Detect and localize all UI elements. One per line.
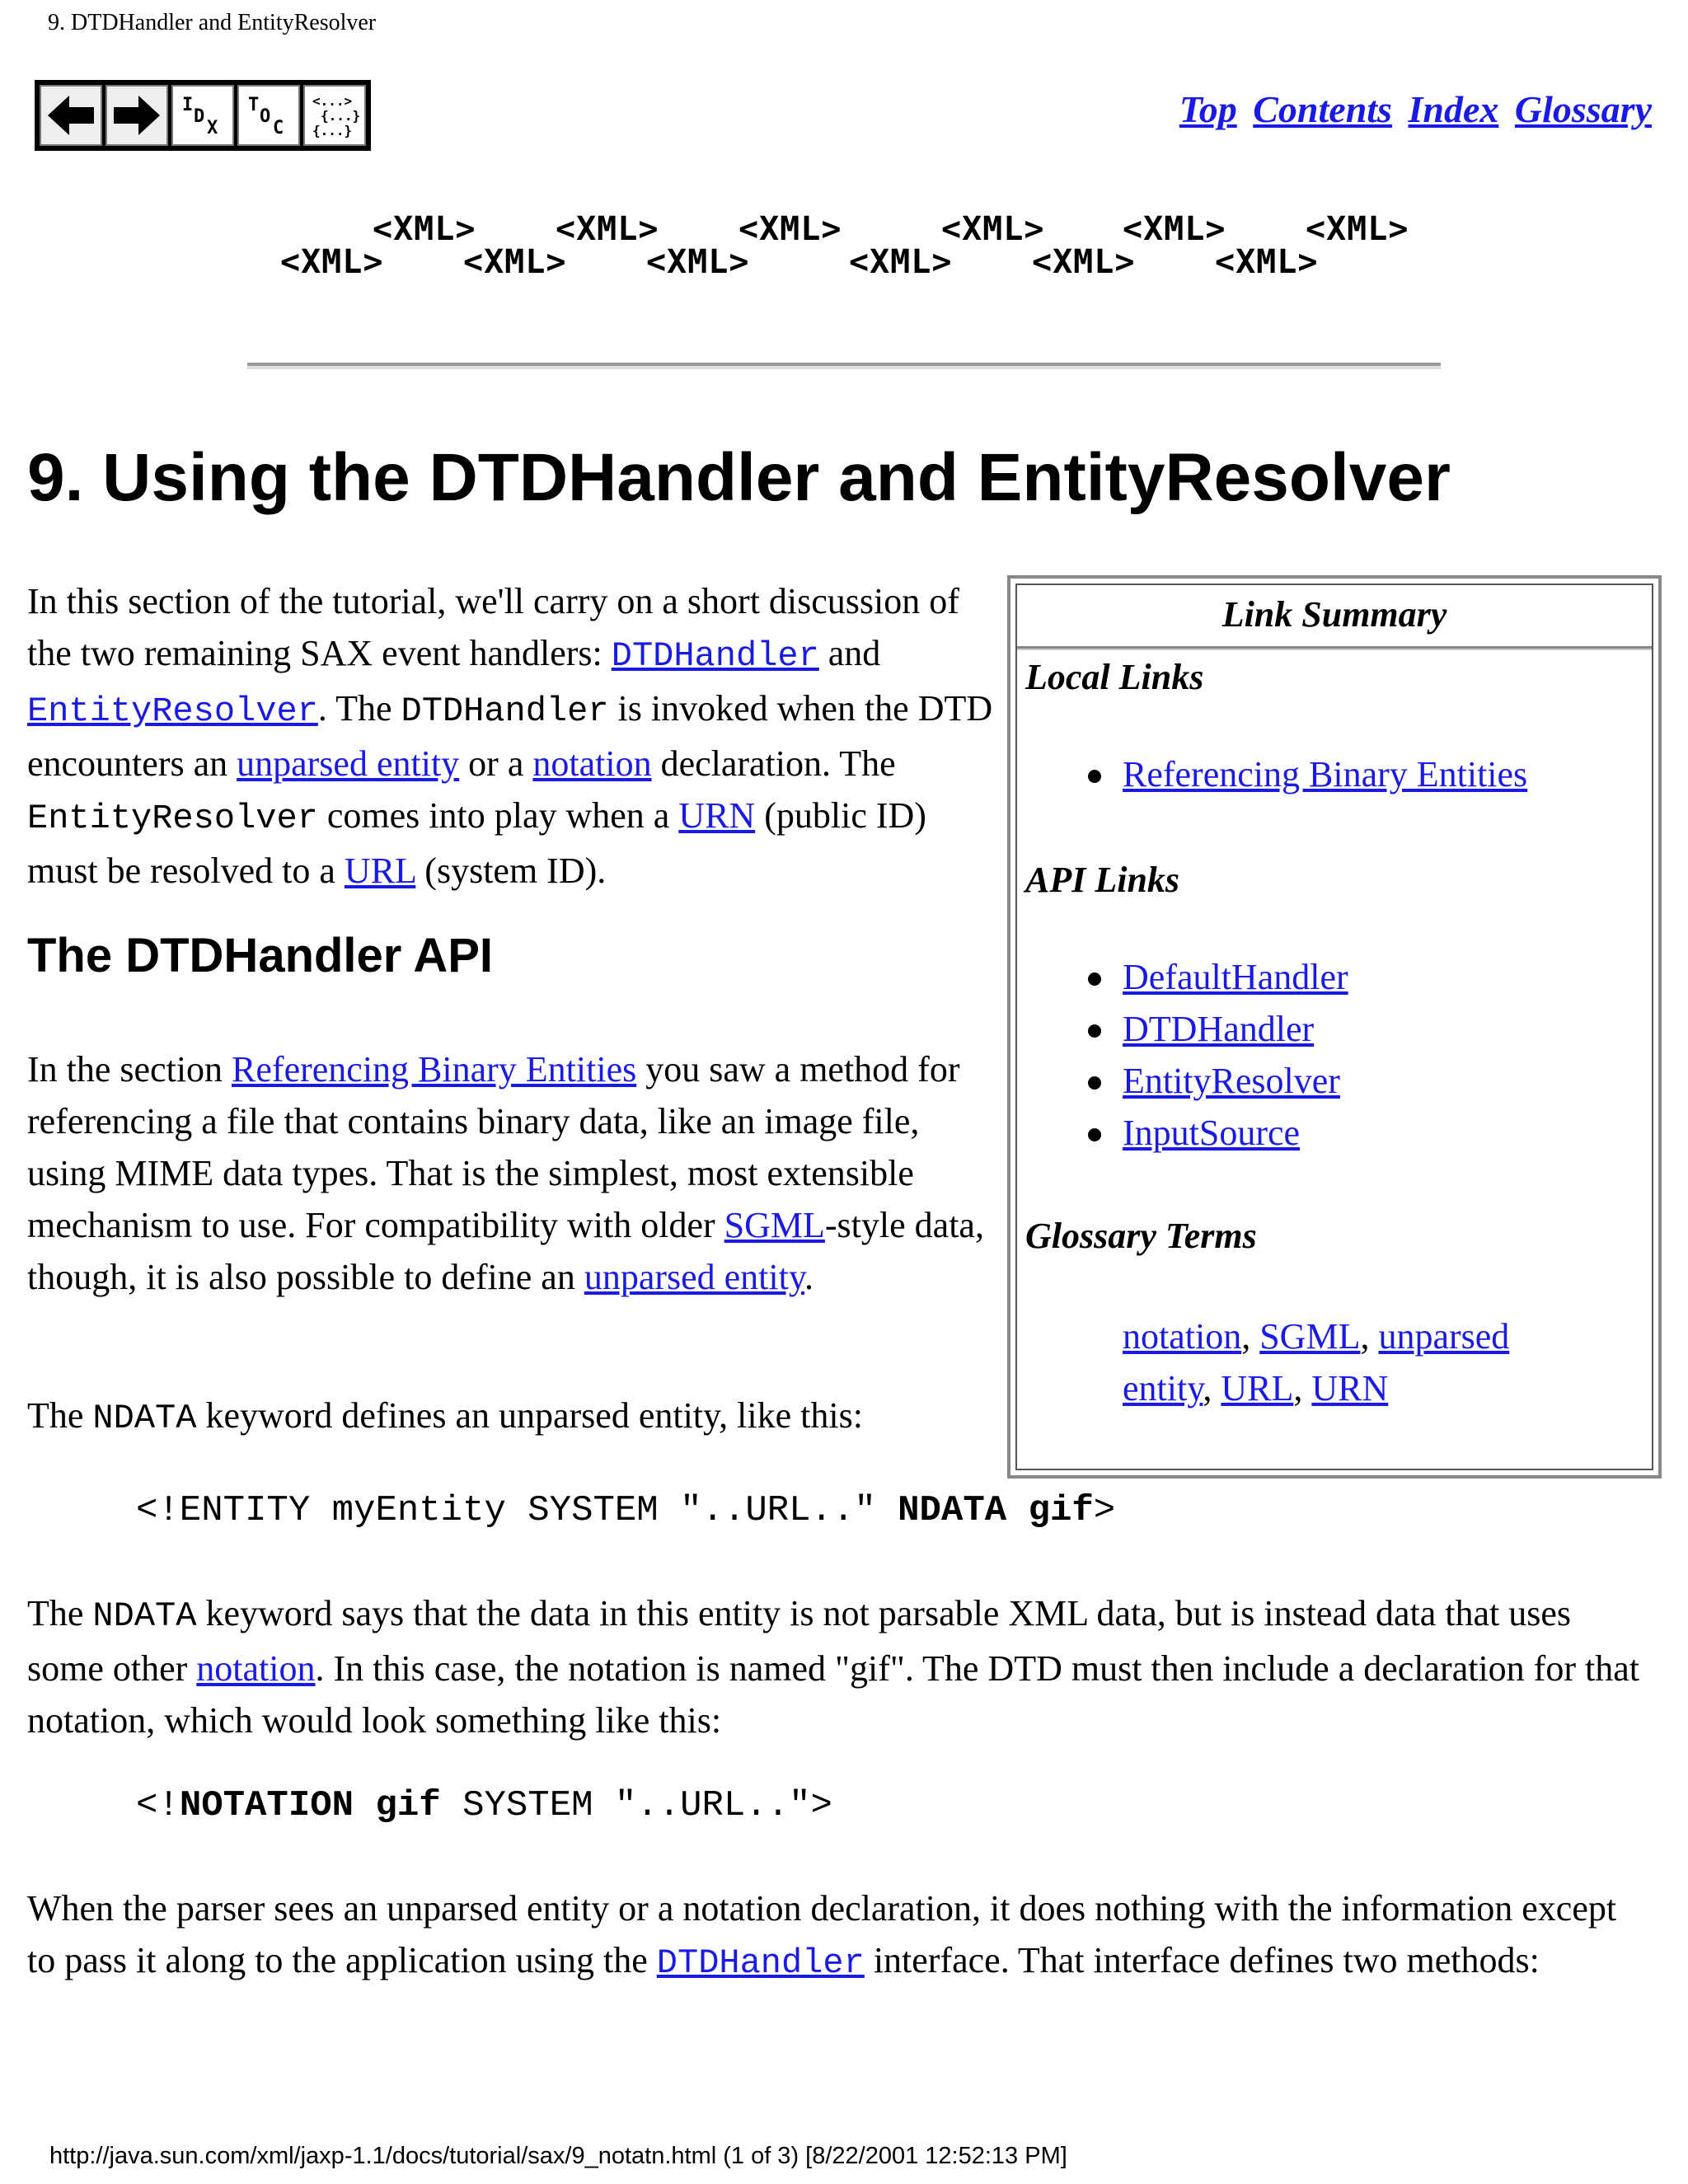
entityresolver-link[interactable]: EntityResolver bbox=[27, 691, 318, 731]
dtdhandler-link[interactable]: DTDHandler bbox=[611, 636, 819, 676]
notation-code-example bbox=[136, 1785, 832, 1826]
separator: , bbox=[1203, 1368, 1221, 1408]
index-button[interactable] bbox=[171, 85, 234, 146]
binary-entities-paragraph bbox=[27, 1043, 992, 1303]
text: In this section of the tutorial, we'll carry on a short discussion of the two remaining SAX event handlers: bbox=[27, 581, 959, 673]
code-text: <! bbox=[136, 1785, 180, 1826]
index-link[interactable]: Index bbox=[1408, 88, 1499, 130]
referencing-binary-entities-link[interactable]: Referencing Binary Entities bbox=[1123, 754, 1528, 794]
local-links-list bbox=[1123, 748, 1527, 800]
code-dtdhandler: DTDHandler bbox=[401, 691, 609, 731]
inputsource-link[interactable]: InputSource bbox=[1123, 1113, 1301, 1153]
text: you saw a method for referencing a file that contains binary data, like an image file, using MIME data types. That is the simplest, most extensible mechanism to use. For compatibility with older bbox=[27, 1049, 960, 1245]
horizontal-rule bbox=[247, 363, 1441, 369]
xml-banner bbox=[280, 210, 1418, 284]
text: . The bbox=[317, 688, 401, 729]
section-heading: The DTDHandler API bbox=[27, 929, 494, 982]
text: keyword says that the data in this entity is not parsable XML data, but is instead data that uses some other bbox=[27, 1593, 1572, 1689]
back-arrow-icon bbox=[46, 92, 96, 138]
xml-tag: <XML> bbox=[280, 243, 384, 281]
print-header: 9. DTDHandler and EntityResolver bbox=[48, 10, 377, 35]
xml-tag: <XML> bbox=[1032, 243, 1136, 281]
svg-text:O: O bbox=[260, 106, 271, 127]
svg-text:C: C bbox=[273, 118, 284, 138]
xml-tag: <XML> bbox=[738, 210, 842, 248]
ndata-intro-paragraph bbox=[27, 1390, 1000, 1445]
referencing-binary-entities-link[interactable]: Referencing Binary Entities bbox=[232, 1049, 637, 1090]
list-item bbox=[1123, 748, 1527, 800]
text: keyword defines an unparsed entity, like this: bbox=[196, 1395, 863, 1436]
code-icon bbox=[309, 91, 360, 140]
notation-link[interactable]: notation bbox=[532, 743, 652, 784]
url-link[interactable]: URL bbox=[344, 851, 416, 891]
intro-paragraph bbox=[27, 575, 1000, 897]
svg-text:{...}: {...} bbox=[321, 108, 360, 124]
glossary-link[interactable]: Glossary bbox=[1514, 88, 1652, 130]
defaulthandler-link[interactable]: DefaultHandler bbox=[1123, 957, 1348, 997]
svg-text:I: I bbox=[182, 95, 194, 115]
sgml-link[interactable]: SGML bbox=[724, 1205, 825, 1245]
page-title: 9. Using the DTDHandler and EntityResolver bbox=[27, 440, 1451, 515]
glossary-url-link[interactable]: URL bbox=[1221, 1368, 1294, 1408]
text: . In this case, the notation is named "gif". The DTD must then include a declaration for that notation, which would look something like this: bbox=[27, 1648, 1639, 1741]
list-item bbox=[1123, 1107, 1348, 1159]
xml-tag: <XML> bbox=[1123, 210, 1226, 248]
api-links-list bbox=[1123, 951, 1348, 1159]
text: and bbox=[818, 633, 881, 673]
api-links-heading: API Links bbox=[1025, 860, 1180, 900]
entityresolver-api-link[interactable]: EntityResolver bbox=[1123, 1061, 1340, 1101]
text: (public ID) must be resolved to a bbox=[27, 795, 926, 891]
xml-tag: <XML> bbox=[1215, 243, 1319, 281]
notation-link[interactable]: notation bbox=[196, 1648, 316, 1689]
text: declaration. The bbox=[651, 743, 896, 784]
xml-tag: <XML> bbox=[849, 243, 953, 281]
code-button[interactable] bbox=[303, 85, 366, 146]
separator: , bbox=[1241, 1316, 1260, 1357]
link-summary-box bbox=[1007, 575, 1662, 1479]
xml-tag: <XML> bbox=[463, 243, 567, 281]
parser-paragraph bbox=[27, 1882, 1643, 1990]
local-links-heading: Local Links bbox=[1025, 657, 1204, 697]
glossary-notation-link[interactable]: notation bbox=[1123, 1316, 1242, 1357]
xml-tag: <XML> bbox=[1306, 210, 1409, 248]
unparsed-entity-link[interactable]: unparsed entity bbox=[237, 743, 460, 784]
code-text: SYSTEM "..URL.."> bbox=[440, 1785, 832, 1826]
code-bold: NDATA gif bbox=[898, 1490, 1094, 1531]
code-entityresolver: EntityResolver bbox=[27, 799, 318, 838]
glossary-unparsed-entity-link[interactable]: unparsed entity bbox=[1123, 1316, 1510, 1408]
svg-text:{...}: {...} bbox=[312, 123, 353, 138]
urn-link[interactable]: URN bbox=[678, 795, 756, 836]
list-item bbox=[1123, 1003, 1348, 1055]
unparsed-entity-link[interactable]: unparsed entity bbox=[584, 1257, 804, 1297]
xml-tag: <XML> bbox=[373, 210, 476, 248]
svg-text:<...>: <...> bbox=[312, 93, 353, 109]
index-icon bbox=[177, 91, 228, 140]
text: or a bbox=[459, 743, 533, 784]
divider bbox=[1017, 646, 1652, 650]
list-item bbox=[1123, 1055, 1348, 1107]
list-item bbox=[1123, 951, 1348, 1003]
top-nav-links bbox=[1173, 87, 1652, 131]
contents-link[interactable]: Contents bbox=[1253, 88, 1392, 130]
svg-text:D: D bbox=[194, 106, 205, 127]
xml-tag: <XML> bbox=[646, 243, 750, 281]
separator: , bbox=[1293, 1368, 1312, 1408]
glossary-sgml-link[interactable]: SGML bbox=[1259, 1316, 1361, 1357]
svg-text:X: X bbox=[207, 118, 218, 138]
text: The bbox=[27, 1395, 93, 1436]
glossary-terms bbox=[1123, 1310, 1584, 1414]
text: When the parser sees an unparsed entity or a notation declaration, it does nothing with the information except to pass it along to the application using the bbox=[27, 1888, 1617, 1980]
glossary-terms-heading: Glossary Terms bbox=[1025, 1216, 1257, 1256]
link-summary-title: Link Summary bbox=[1221, 594, 1447, 635]
back-button[interactable] bbox=[40, 85, 102, 146]
text: is invoked when the DTD encounters an bbox=[27, 688, 993, 784]
forward-button[interactable] bbox=[106, 85, 168, 146]
svg-text:T: T bbox=[248, 95, 260, 115]
code-ndata: NDATA bbox=[92, 1596, 197, 1636]
top-link[interactable]: Top bbox=[1179, 88, 1237, 130]
dtdhandler-link[interactable]: DTDHandler bbox=[656, 1943, 865, 1983]
code-ndata: NDATA bbox=[92, 1399, 197, 1438]
glossary-urn-link[interactable]: URN bbox=[1311, 1368, 1389, 1408]
text: The bbox=[27, 1593, 93, 1633]
dtdhandler-api-link[interactable]: DTDHandler bbox=[1123, 1009, 1315, 1049]
toc-icon bbox=[243, 91, 294, 140]
print-footer-url: http://java.sun.com/xml/jaxp-1.1/docs/tutorial/sax/9_notatn.html (1 of 3) [8/22/2001 12:52:13 PM] bbox=[49, 2143, 1067, 2169]
code-bold: NOTATION gif bbox=[179, 1785, 441, 1826]
ndata-explanation-paragraph bbox=[27, 1587, 1643, 1746]
text: . bbox=[804, 1257, 814, 1297]
text: comes into play when a bbox=[317, 795, 679, 836]
separator: , bbox=[1360, 1316, 1379, 1357]
text: -style data, though, it is also possible to define an bbox=[27, 1205, 984, 1297]
text: interface. That interface defines two methods: bbox=[864, 1940, 1540, 1980]
entity-code-example bbox=[136, 1490, 1115, 1531]
text: In the section bbox=[27, 1049, 232, 1090]
code-text: <!ENTITY myEntity SYSTEM "..URL.." bbox=[136, 1490, 898, 1531]
xml-tag: <XML> bbox=[941, 210, 1045, 248]
nav-toolbar bbox=[35, 80, 371, 151]
code-text: > bbox=[1093, 1490, 1116, 1531]
forward-arrow-icon bbox=[112, 92, 162, 138]
text: (system ID). bbox=[415, 851, 607, 891]
toc-button[interactable] bbox=[237, 85, 300, 146]
xml-tag: <XML> bbox=[556, 210, 659, 248]
